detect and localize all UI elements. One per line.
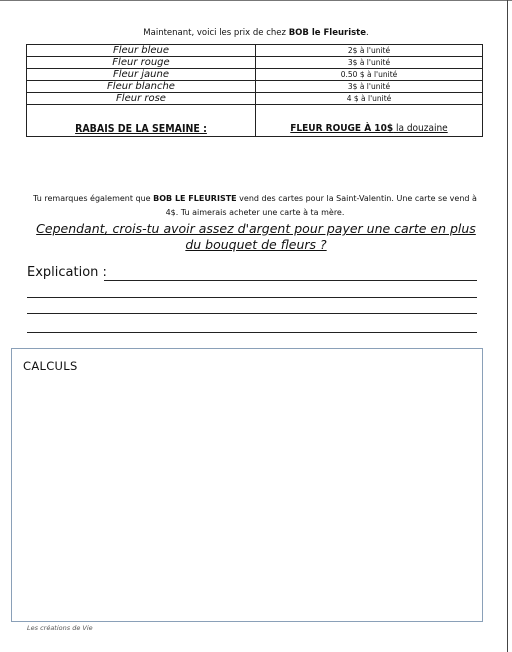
calculs-label: CALCULS [23, 359, 78, 373]
rabais-value-bold: FLEUR ROUGE À 10$ [290, 123, 394, 134]
intro-line [0, 28, 512, 38]
flower-name: Fleur jaune [27, 69, 256, 81]
price-row [27, 81, 483, 93]
flower-price: 0.50 $ à l'unité [256, 69, 483, 81]
intro-suffix: . [366, 28, 369, 38]
answer-line[interactable] [27, 313, 477, 314]
flower-price: 4 $ à l'unité [256, 93, 483, 105]
rabais-label: RABAIS DE LA SEMAINE : [27, 105, 256, 137]
intro-shop: BOB le Fleuriste [288, 28, 366, 38]
top-rule [0, 0, 512, 1]
price-row [27, 57, 483, 69]
explication-label: Explication : [27, 265, 107, 280]
page-edge [507, 0, 508, 652]
paragraph-part-2: vend des cartes pour la Saint-Valentin. Une carte se vend à 4$. Tu aimerais acheter une carte à ta mère. [165, 194, 477, 217]
price-row [27, 93, 483, 105]
flower-price: 3$ à l'unité [256, 57, 483, 69]
price-table [26, 44, 483, 137]
footer-credit: Les créations de Vie [27, 624, 93, 632]
answer-line[interactable] [27, 332, 477, 333]
paragraph-shop: BOB LE FLEURISTE [153, 194, 237, 203]
problem-question: Cependant, crois-tu avoir assez d'argent pour payer une carte en plus du bouquet de fleurs ? [36, 221, 476, 252]
paragraph-part-1: Tu remarques également que [33, 194, 154, 203]
price-row [27, 69, 483, 81]
flower-name: Fleur bleue [27, 45, 256, 57]
flower-price: 3$ à l'unité [256, 81, 483, 93]
problem-paragraph [26, 192, 484, 220]
intro-prefix: Maintenant, voici les prix de chez [143, 28, 289, 38]
rabais-value-rest: la douzaine [393, 123, 448, 134]
rabais-row [27, 105, 483, 137]
flower-name: Fleur rose [27, 93, 256, 105]
flower-name: Fleur blanche [27, 81, 256, 93]
calculs-box[interactable] [11, 348, 483, 622]
answer-line[interactable] [104, 280, 477, 281]
price-row [27, 45, 483, 57]
flower-price: 2$ à l'unité [256, 45, 483, 57]
answer-line[interactable] [27, 297, 477, 298]
rabais-value [256, 105, 483, 137]
flower-name: Fleur rouge [27, 57, 256, 69]
